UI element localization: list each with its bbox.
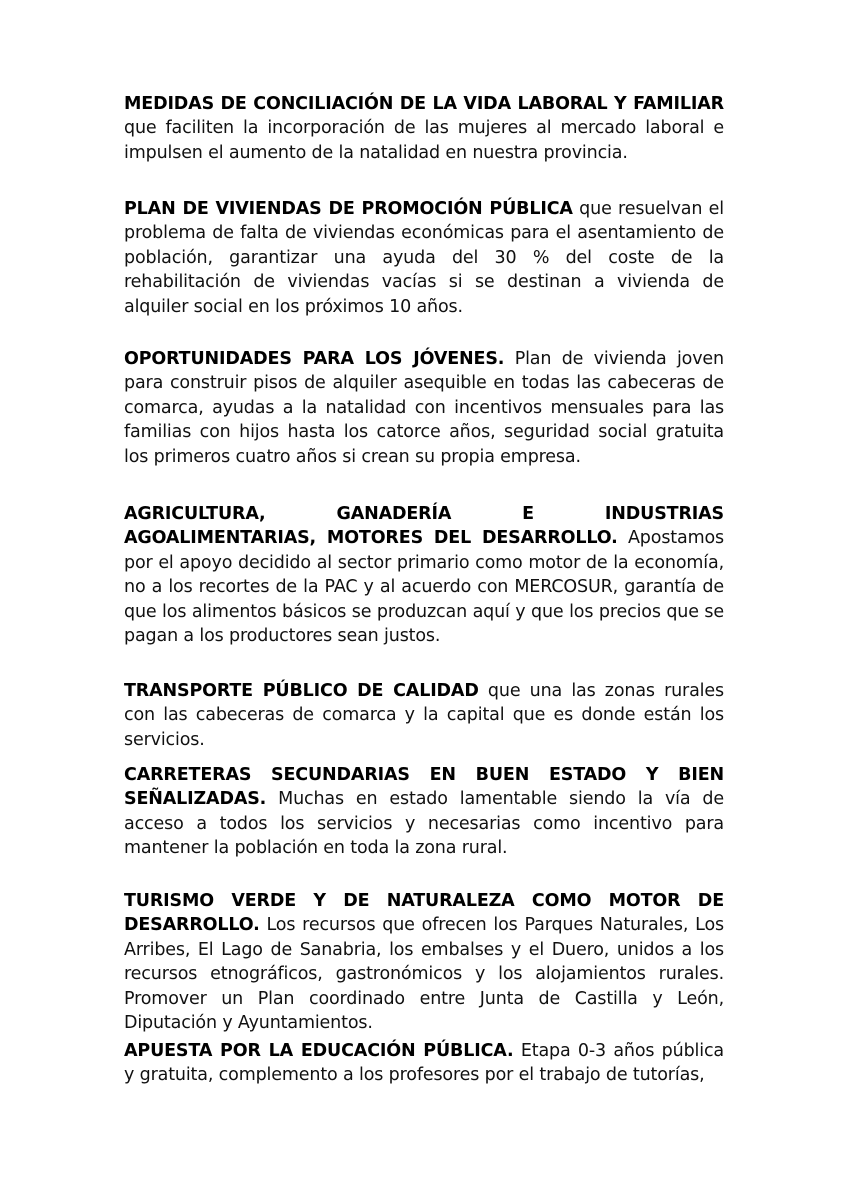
section-body: que una las zonas rurales con las cabeceras de comarca y la capital que es donde están los servicios. — [124, 681, 724, 750]
section-body: Apostamos por el apoyo decidido al sector primario como motor de la economía, no a los recortes de la PAC y al acuerdo con MERCOSUR, garantía de que los alimentos básicos se produzcan aquí y que los precios que se pagan a los productores sean justos. — [124, 528, 724, 647]
section-transporte — [124, 679, 724, 752]
section-heading: PLAN DE VIVIENDAS DE PROMOCIÓN PÚBLICA — [124, 199, 573, 219]
section-jovenes — [124, 347, 724, 469]
section-body: Los recursos que ofrecen los Parques Naturales, Los Arribes, El Lago de Sanabria, los embalses y el Duero, unidos a los recursos etnográficos, gastronómicos y los alojamientos rurales. Promover un Plan coordinado entre Junta de Castilla y León, Diputación y Ayuntamientos. — [124, 915, 724, 1034]
section-body: que faciliten la incorporación de las mujeres al mercado laboral e impulsen el aumento de la natalidad en nuestra provincia. — [124, 118, 724, 163]
section-carreteras — [124, 763, 724, 861]
section-heading: APUESTA POR LA EDUCACIÓN PÚBLICA. — [124, 1041, 514, 1061]
section-viviendas — [124, 197, 724, 319]
section-body: Etapa 0-3 años pública y gratuita, complemento a los profesores por el trabajo de tutorías, — [124, 1041, 724, 1086]
section-heading: TRANSPORTE PÚBLICO DE CALIDAD — [124, 681, 479, 701]
section-turismo — [124, 889, 724, 1035]
section-agricultura — [124, 502, 724, 648]
section-body: que resuelvan el problema de falta de viviendas económicas para el asentamiento de población, garantizar una ayuda del 30 % del coste de la rehabilitación de viviendas vacías si se destinan a vivienda de alquiler social en los próximos 10 años. — [124, 199, 724, 317]
section-heading: TURISMO VERDE Y DE NATURALEZA COMO MOTOR DE DESARROLLO. — [124, 891, 724, 936]
section-body: Plan de vivienda joven para construir pisos de alquiler asequible en todas las cabeceras de comarca, ayudas a la natalidad con incentivos mensuales para las familias con hijos hasta los catorce años, seguridad social gratuita los primeros cuatro años si crean su propia empresa. — [124, 349, 724, 467]
section-heading: MEDIDAS DE CONCILIACIÓN DE LA VIDA LABORAL Y FAMILIAR — [124, 94, 724, 114]
section-heading: CARRETERAS SECUNDARIAS EN BUEN ESTADO Y BIEN SEÑALIZADAS. — [124, 765, 724, 810]
section-educacion — [124, 1039, 724, 1088]
section-heading: OPORTUNIDADES PARA LOS JÓVENES. — [124, 349, 505, 369]
section-body: Muchas en estado lamentable siendo la vía de acceso a todos los servicios y necesarias como incentivo para mantener la población en toda la zona rural. — [124, 789, 724, 859]
section-conciliacion — [124, 92, 724, 165]
section-heading: AGRICULTURA, GANADERÍA E INDUSTRIAS AGOALIMENTARIAS, MOTORES DEL DESARROLLO. — [124, 504, 724, 549]
